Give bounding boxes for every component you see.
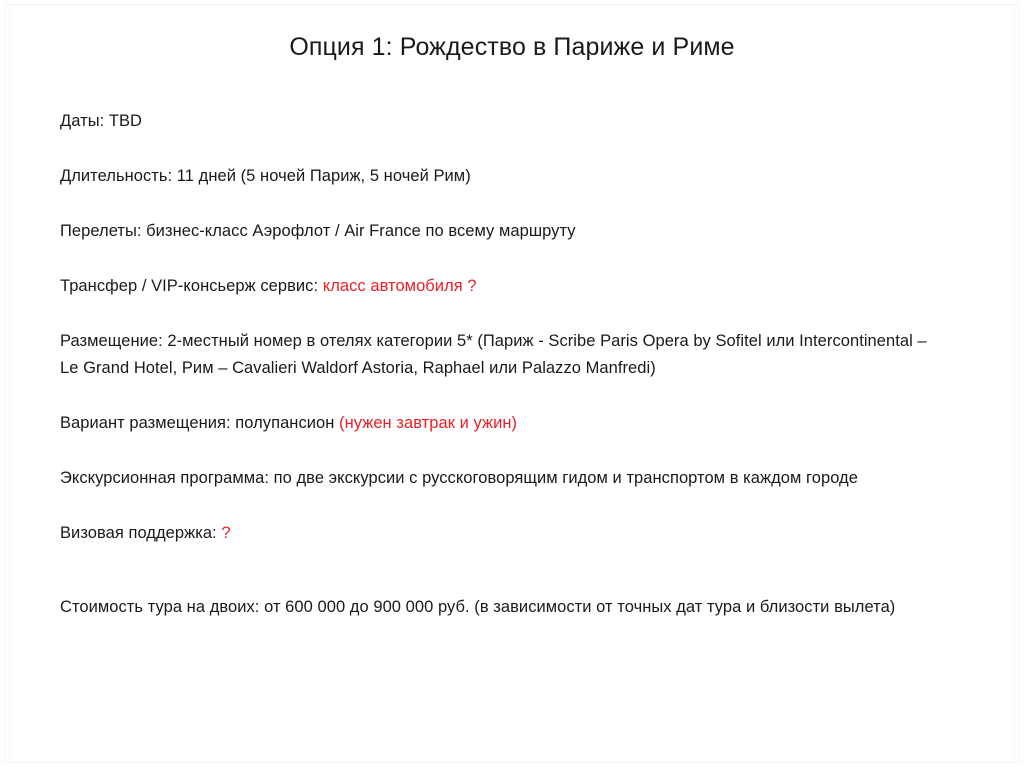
paragraph-accommodation: Размещение: 2-местный номер в отелях категории 5* (Париж - Scribe Paris Opera by Sofitel или Intercontinental – Le Grand Hotel, Рим – Cavalieri Waldorf Astoria, Raphael или Palazzo Manfredi): [60, 332, 927, 377]
visa-highlight: ?: [221, 524, 231, 542]
transfer-highlight: класс автомобиля ?: [322, 277, 477, 295]
paragraph-excursions: Экскурсионная программа: по две экскурсии с русскоговорящим гидом и транспортом в каждом городе: [60, 469, 858, 487]
paragraph-price: Стоимость тура на двоих: от 600 000 до 900 000 руб. (в зависимости от точных дат тура и близости вылета): [60, 598, 896, 616]
board-option-highlight: (нужен завтрак и ужин): [339, 414, 518, 432]
board-option-label: Вариант размещения: полупансион: [60, 414, 340, 432]
slide-body: [60, 108, 945, 649]
slide-title: Опция 1: Рождество в Париже и Риме: [289, 33, 735, 61]
paragraph-visa: [60, 520, 945, 547]
transfer-label: Трансфер / VIP-консьерж сервис:: [60, 277, 323, 295]
paragraph-transfer: [60, 273, 945, 300]
paragraph-dates: Даты: TBD: [60, 112, 143, 130]
paragraph-flights: Перелеты: бизнес-класс Аэрофлот / Air France по всему маршруту: [60, 222, 576, 240]
paragraph-duration: Длительность: 11 дней (5 ночей Париж, 5 ночей Рим): [60, 167, 471, 185]
visa-label: Визовая поддержка:: [60, 524, 222, 542]
paragraph-board-option: [60, 410, 945, 437]
